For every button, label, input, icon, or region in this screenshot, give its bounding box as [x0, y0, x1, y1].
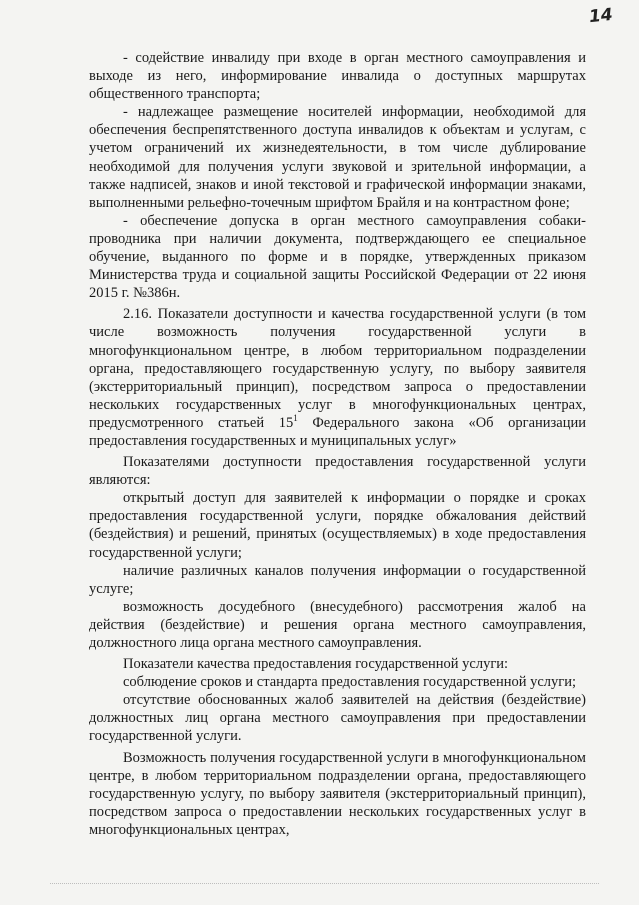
scan-edge-line: [50, 883, 599, 884]
paragraph-accessibility-indicators: Показателями доступности предоставления государственной услуги являются:: [89, 454, 586, 489]
paragraph-assistance-entry: - содействие инвалиду при входе в орган местного самоуправления и выходе из него, информирование инвалида о доступных маршрутах общественного транспорта;: [89, 50, 586, 103]
paragraph-deadlines-compliance: соблюдение сроков и стандарта предоставления государственной услуги;: [123, 674, 577, 691]
paragraph-open-access: открытый доступ для заявителей к информации о порядке и сроках предоставления государственной услуги, порядке обжалования действий (бездействия) и решений, принятых (осуществляемых) в ходе предоставления государственной услуги;: [89, 490, 586, 561]
section-2-16-text: 2.16. Показатели доступности и качества государственной услуги (в том числе возможность получения государственной услуги в многофункциональном центре, в любом территориальном подразделении органа, предоставляющего государственную услугу, по выбору заявителя (экстерриториальный принцип), посредством запроса о предоставлении нескольких государственных услуг в многофункциональных центрах, предусмотренного статьей 15: [89, 306, 586, 431]
page-number: 14: [588, 4, 614, 28]
paragraph-guide-dog-access: - обеспечение допуска в орган местного самоуправления собаки-проводника при наличии документа, подтверждающего ее специальное обучение, выданного по форме и в порядке, утвержденных приказом Министерства труда и социальной защиты Российской Федерации от 22 июня 2015 г. №386н.: [89, 212, 586, 302]
paragraph-quality-indicators: Показатели качества предоставления государственной услуги:: [123, 656, 509, 673]
paragraph-section-2-16: [89, 305, 586, 450]
paragraph-no-complaints: отсутствие обоснованных жалоб заявителей на действия (бездействие) должностных лиц органа местного самоуправления при предоставлении государственной услуги.: [89, 692, 586, 745]
paragraph-information-channels: наличие различных каналов получения информации о государственной услуге;: [89, 562, 586, 597]
paragraph-mfc-possibility: Возможность получения государственной услуги в многофункциональном центре, в любом территориальном подразделении органа, предоставляющего государственную услугу, по выбору заявителя (экстерриториальный принцип), посредством запроса о предоставлении нескольких государственных услуг в многофункциональных центрах,: [89, 749, 586, 838]
section-2-16-law-text: Федерального закона «Об организации предоставления государственных и муниципальных услуг»: [89, 414, 586, 449]
paragraph-information-placement: - надлежащее размещение носителей информации, необходимой для обеспечения беспрепятственного доступа инвалидов к объектам и услугам, с учетом ограничений их жизнедеятельности, в том числе дублирование необходимой для получения услуги звуковой и зрительной информации, а также надписей, знаков и иной текстовой и графической информации знаками, выполненными рельефно-точечным шрифтом Брайля и на контрастном фоне;: [89, 104, 586, 211]
article-superscript: 1: [293, 413, 298, 424]
paragraph-pretrial-appeal: возможность досудебного (внесудебного) рассмотрения жалоб на действия (бездействие) и решения органа местного самоуправления, должностного лица органа местного самоуправления.: [89, 598, 586, 651]
document-body: [89, 49, 586, 839]
